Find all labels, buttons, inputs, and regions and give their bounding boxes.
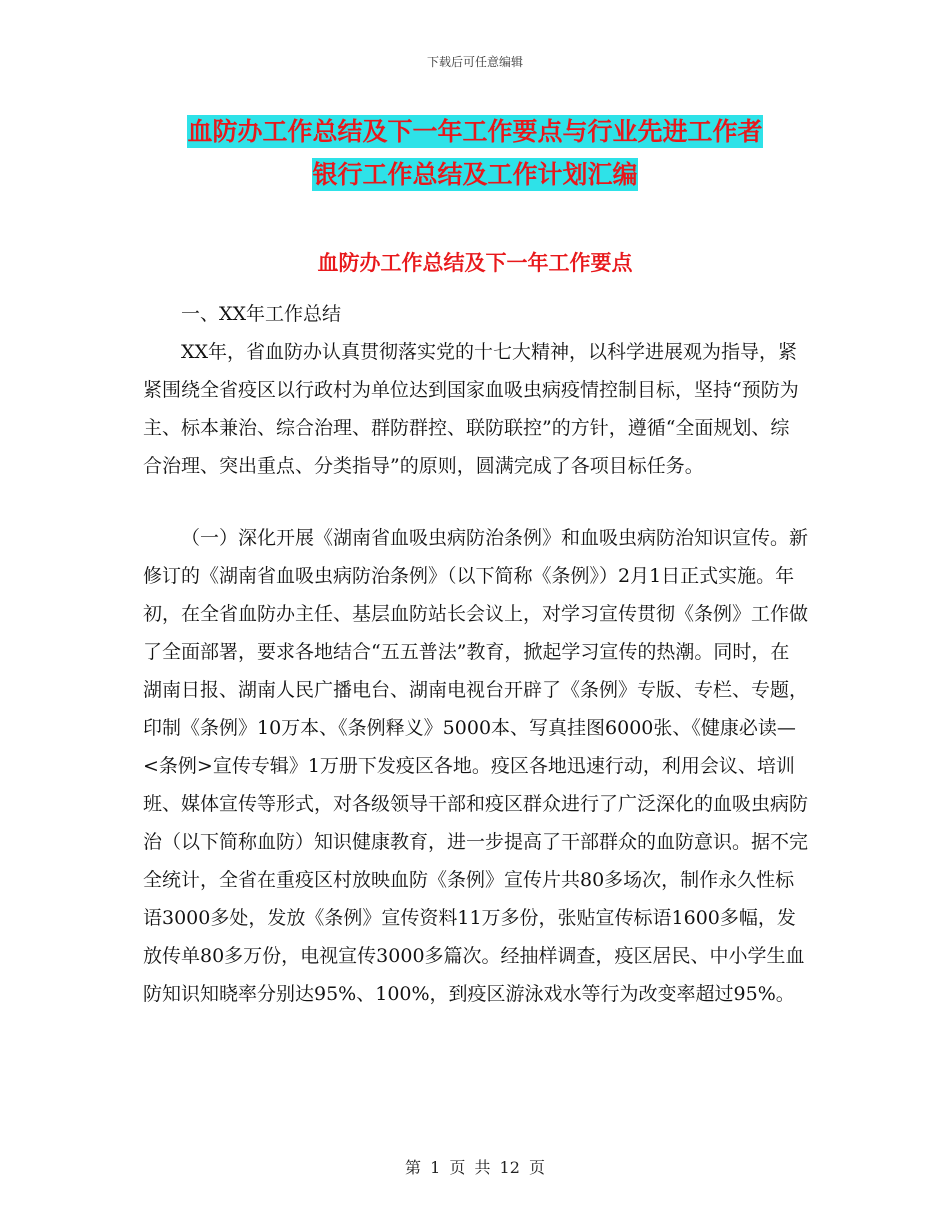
document-title-line-1 — [0, 114, 950, 150]
page-footer: 第 1 页 共 12 页 — [405, 1158, 545, 1177]
header-note: 下载后可任意编辑 — [426, 55, 523, 69]
document-title-line-1-text: 血防办工作总结及下一年工作要点与行业先进工作者 — [187, 117, 763, 146]
document-title-line-2 — [0, 157, 950, 193]
paragraph-summary: XX年，省血防办认真贯彻落实党的十七大精神，以科学进展观为指导，紧紧围绕全省疫区以行政村为单位达到国家血吸虫病疫情控制目标，坚持“预防为主、标本兼治、综合治理、群防群控、联防联控”的方针，遵循“全面规划、综合治理、突出重点、分类指导”的原则，圆满完成了各项目标任务。 — [143, 341, 799, 477]
sub-heading: 一、XX年工作总结 — [181, 303, 342, 325]
document-title-line-2-text: 银行工作总结及工作计划汇编 — [312, 160, 638, 189]
paragraph-propaganda: （一）深化开展《湖南省血吸虫病防治条例》和血吸虫病防治知识宣传。新修订的《湖南省血吸虫病防治条例》（以下简称《条例》）2月1日正式实施。年初，在全省血防办主任、基层血防站长会议上，对学习宣传贯彻《条例》工作做了全面部署，要求各地结合“五五普法”教育，掀起学习宣传的热潮。同时，在湖南日报、湖南人民广播电台、湖南电视台开辟了《条例》专版、专栏、专题，印制《条例》10万本、《条例释义》5000本、写真挂图6000张、《健康必读—<条例>宣传专辑》1万册下发疫区各地。疫区各地迅速行动，利用会议、培训班、媒体宣传等形式，对各级领导干部和疫区群众进行了广泛深化的血吸虫病防治（以下简称血防）知识健康教育，进一步提高了干部群众的血防意识。据不完全统计，全省在重疫区村放映血防《条例》宣传片共80多场次，制作永久性标语3000多处，发放《条例》宣传资料11万多份，张贴宣传标语1600多幅，发放传单80多万份，电视宣传3000多篇次。经抽样调查，疫区居民、中小学生血防知识知晓率分别达95%、100%，到疫区游泳戏水等行为改变率超过95%。 — [143, 527, 809, 1005]
section-title: 血防办工作总结及下一年工作要点 — [317, 251, 633, 275]
